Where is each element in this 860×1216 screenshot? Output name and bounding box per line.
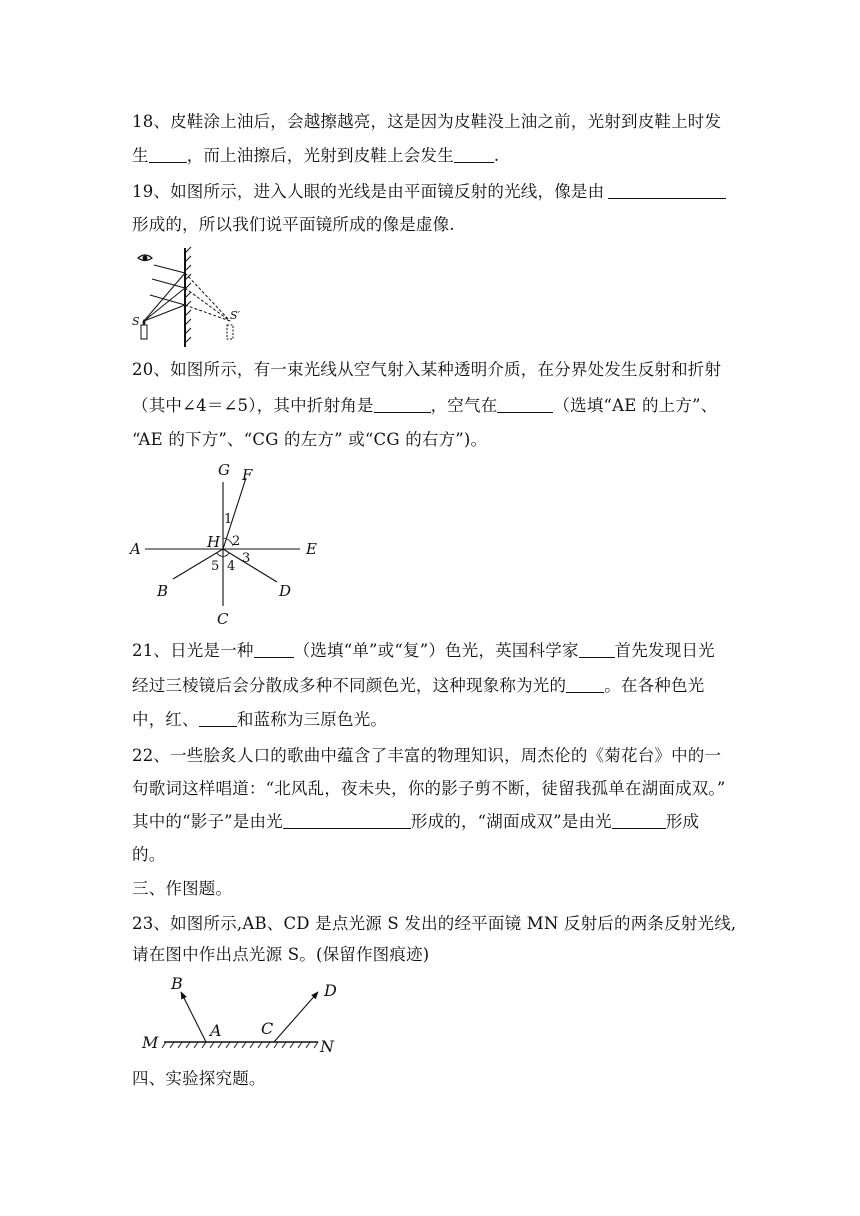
label-H: H	[207, 533, 221, 551]
label-E: E	[306, 540, 317, 558]
q20-line3: “AE 的下方”、“CG 的左方” 或“CG 的右方”)。	[132, 430, 488, 449]
q21-text-a: 21、日光是一种	[132, 641, 254, 660]
label-S-prime: S′	[230, 309, 241, 322]
q21-text-c: 首先发现日光	[614, 641, 715, 660]
q21-blank-4[interactable]	[199, 710, 237, 727]
section-4-heading: 四、实验探究题。	[132, 1069, 266, 1088]
q22-text-c: 形成	[665, 812, 700, 831]
label-F: F	[242, 466, 253, 484]
q22-line4: 的。	[132, 845, 166, 864]
q20-text-c: （选填“AE 的上方”、	[553, 396, 718, 415]
q20-blank-2[interactable]	[497, 396, 553, 413]
figure-20-refraction	[125, 458, 335, 630]
mirror-hatching	[162, 1042, 318, 1048]
virtual-rays	[185, 273, 230, 321]
q21-text-e: 。在各种色光	[604, 676, 705, 695]
q20-text-a: （其中∠4＝∠5），其中折射角是	[132, 396, 374, 415]
q18-blank-1[interactable]	[149, 146, 187, 163]
angle-2: 2	[232, 534, 241, 549]
label-A: A	[210, 1021, 222, 1040]
section-3-heading: 三、作图题。	[132, 879, 233, 898]
q21-text-g: 和蓝称为三原色光。	[236, 710, 388, 729]
angle-5: 5	[211, 559, 220, 574]
label-C: C	[261, 1019, 274, 1038]
q18-text-b: ，而上油擦后，光射到皮鞋上会发生	[186, 146, 454, 165]
angle-1: 1	[224, 512, 233, 527]
q21-blank-3[interactable]	[566, 676, 604, 693]
q22-line1: 22、一些脍炙人口的歌曲中蕴含了丰富的物理知识，周杰伦的《菊花台》中的一	[132, 746, 722, 765]
angle-4: 4	[227, 559, 236, 574]
label-D: D	[324, 981, 337, 1000]
light-rays	[144, 265, 185, 321]
q21-text-b: （选填“单”或“复”）色光，英国科学家	[293, 641, 579, 660]
virtual-candle-icon	[227, 325, 233, 339]
q21-blank-1[interactable]	[254, 641, 294, 658]
q18-text-c: .	[493, 146, 500, 165]
label-S: S	[132, 315, 140, 328]
q18-line1: 18、皮鞋涂上油后，会越擦越亮，这是因为皮鞋没上油之前，光射到皮鞋上时发	[132, 112, 722, 131]
q21-text-d: 经过三棱镜后会分散成多种不同颜色光，这种现象称为光的	[132, 676, 567, 695]
candle-icon	[141, 325, 147, 339]
q22-blank-2[interactable]	[612, 812, 666, 829]
label-N: N	[320, 1037, 334, 1056]
q23-line1: 23、如图所示,AB、CD 是点光源 S 发出的经平面镜 MN 反射后的两条反射光线,	[132, 914, 737, 933]
q21-line1	[132, 640, 715, 662]
figure-23-mirror	[138, 972, 348, 1057]
q18-text-a: 生	[132, 146, 149, 165]
q22-text-a: 其中的“影子”是由光	[132, 812, 283, 831]
q20-line2	[132, 395, 717, 417]
q22-text-b: 形成的，“湖面成双”是由光	[410, 812, 612, 831]
label-A: A	[130, 540, 141, 558]
q19-blank[interactable]	[608, 182, 726, 199]
q20-blank-1[interactable]	[374, 396, 431, 413]
q22-blank-1[interactable]	[283, 812, 411, 829]
q22-line2: 句歌词这样唱道：“北风乱，夜未央，你的影子剪不断，徒留我孤单在湖面成双。”	[132, 779, 726, 798]
q19-line2: 形成的，所以我们说平面镜所成的像是虚像.	[132, 215, 455, 234]
label-D: D	[279, 582, 292, 600]
ray-CD	[274, 992, 318, 1042]
q18-blank-2[interactable]	[454, 146, 494, 163]
label-G: G	[218, 461, 230, 479]
q21-line3	[132, 709, 387, 731]
figure-19-mirror	[130, 243, 240, 353]
q20-text-b: ，空气在	[430, 396, 498, 415]
label-B: B	[157, 582, 169, 600]
q22-line3	[132, 811, 699, 833]
label-C: C	[217, 610, 229, 628]
eye-icon	[138, 255, 152, 261]
q19-text-a: 19、如图所示，进入人眼的光线是由平面镜反射的光线，像是由	[132, 182, 605, 201]
q19-line1	[132, 181, 726, 203]
ray-AB	[181, 992, 206, 1042]
angle-3: 3	[242, 551, 251, 566]
q21-line2	[132, 675, 704, 697]
q20-line1: 20、如图所示，有一束光线从空气射入某种透明介质，在分界处发生反射和折射	[132, 360, 722, 379]
q21-blank-2[interactable]	[579, 641, 615, 658]
q18-line2	[132, 145, 499, 167]
q23-line2: 请在图中作出点光源 S。(保留作图痕迹)	[132, 945, 430, 964]
q21-text-f: 中，红、	[132, 710, 199, 729]
label-M: M	[142, 1033, 159, 1052]
label-B: B	[171, 974, 183, 993]
